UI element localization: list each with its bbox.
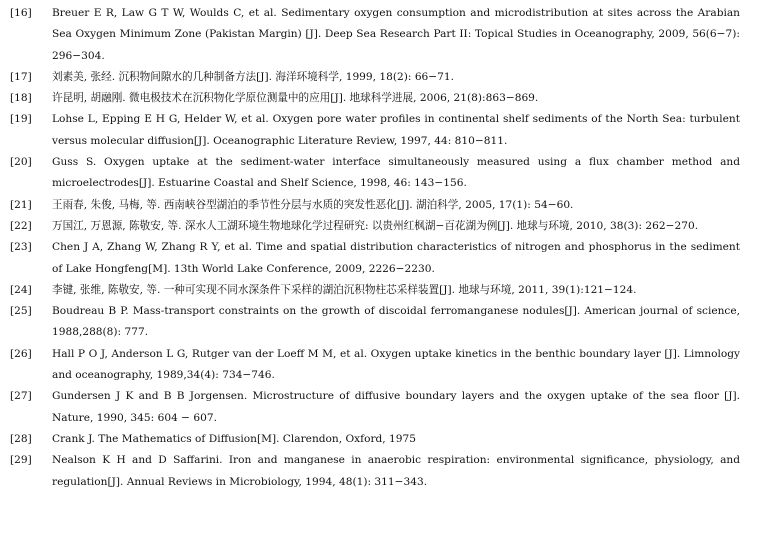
reference-text: Nealson K H and D Saffarini. Iron and manganese in anaerobic respiration: environmental significance, physiology, and regulation[J]. Annual Reviews in Microbiology, 1994, 48(1): 311−343. bbox=[52, 454, 740, 488]
reference-text: 刘素美, 张经. 沉积物间隙水的几种制备方法[J]. 海洋环境科学, 1999, 18(2): 66−71. bbox=[52, 70, 455, 83]
reference-number: [20] bbox=[10, 156, 32, 169]
reference-27 bbox=[0, 386, 768, 429]
reference-17 bbox=[0, 67, 768, 88]
reference-number: [23] bbox=[10, 241, 32, 254]
reference-number: [29] bbox=[10, 454, 32, 467]
reference-19 bbox=[0, 109, 768, 152]
reference-text: Guss S. Oxygen uptake at the sediment-water interface simultaneously measured using a flux chamber method and microelectrodes[J]. Estuarine Coastal and Shelf Science, 1998, 46: 143−156. bbox=[52, 156, 740, 190]
reference-number: [19] bbox=[10, 113, 32, 126]
reference-text: Breuer E R, Law G T W, Woulds C, et al. Sedimentary oxygen consumption and microdistribution at sites across the Arabian Sea Oxygen Minimum Zone (Pakistan Margin) [J]. Deep Sea Research Part II: Topical Studies in Oceanography, 2009, 56(6−7): 296−304. bbox=[52, 7, 740, 62]
reference-29 bbox=[0, 450, 768, 493]
reference-number: [16] bbox=[10, 7, 32, 19]
reference-text: 李键, 张维, 陈敬安, 等. 一种可实现不同水深条件下采样的湖泊沉积物柱芯采样装置[J]. 地球与环境, 2011, 39(1):121−124. bbox=[52, 283, 637, 296]
reference-28 bbox=[0, 429, 768, 450]
reference-18 bbox=[0, 88, 768, 109]
reference-25 bbox=[0, 301, 768, 344]
reference-number: [21] bbox=[10, 198, 32, 211]
reference-list bbox=[0, 3, 768, 493]
reference-20 bbox=[0, 152, 768, 195]
reference-text: Boudreau B P. Mass-transport constraints on the growth of discoidal ferromanganese nodules[J]. American journal of science, 1988,288(8): 777. bbox=[52, 305, 740, 339]
reference-text: 万国江, 万恩源, 陈敬安, 等. 深水人工湖环境生物地球化学过程研究: 以贵州红枫湖−百花湖为例[J]. 地球与环境, 2010, 38(3): 262−270. bbox=[52, 219, 699, 232]
reference-16 bbox=[0, 3, 768, 67]
reference-24 bbox=[0, 280, 768, 301]
reference-22 bbox=[0, 216, 768, 237]
reference-text: Lohse L, Epping E H G, Helder W, et al. Oxygen pore water profiles in continental shelf sediments of the North Sea: turbulent versus molecular diffusion[J]. Oceanographic Literature Review, 1997, 44: 810−811. bbox=[52, 113, 740, 147]
reference-26 bbox=[0, 344, 768, 387]
reference-number: [26] bbox=[10, 347, 32, 360]
reference-text: Chen J A, Zhang W, Zhang R Y, et al. Time and spatial distribution characteristics of nitrogen and phosphorus in the sediment of Lake Hongfeng[M]. 13th World Lake Conference, 2009, 2226−2230. bbox=[52, 241, 740, 275]
reference-text: Hall P O J, Anderson L G, Rutger van der Loeff M M, et al. Oxygen uptake kinetics in the benthic boundary layer [J]. Limnology and oceanography, 1989,34(4): 734−746. bbox=[52, 347, 740, 382]
reference-number: [25] bbox=[10, 305, 32, 318]
reference-number: [24] bbox=[10, 283, 32, 296]
reference-text: Gundersen J K and B B Jorgensen. Microstructure of diffusive boundary layers and the oxygen uptake of the sea floor [J]. Nature, 1990, 345: 604 − 607. bbox=[52, 390, 740, 424]
reference-text: 王雨春, 朱俊, 马梅, 等. 西南峡谷型湖泊的季节性分层与水质的突发性恶化[J]. 湖泊科学, 2005, 17(1): 54−60. bbox=[52, 198, 574, 211]
reference-text: 许昆明, 胡融刚. 微电极技术在沉积物化学原位测量中的应用[J]. 地球科学进展, 2006, 21(8):863−869. bbox=[52, 92, 539, 105]
reference-21 bbox=[0, 195, 768, 216]
reference-text: Crank J. The Mathematics of Diffusion[M]. Clarendon, Oxford, 1975 bbox=[52, 432, 416, 445]
reference-number: [17] bbox=[10, 70, 32, 83]
reference-number: [22] bbox=[10, 219, 32, 232]
reference-23 bbox=[0, 237, 768, 280]
reference-number: [18] bbox=[10, 92, 32, 105]
reference-number: [27] bbox=[10, 390, 32, 403]
reference-number: [28] bbox=[10, 432, 32, 445]
